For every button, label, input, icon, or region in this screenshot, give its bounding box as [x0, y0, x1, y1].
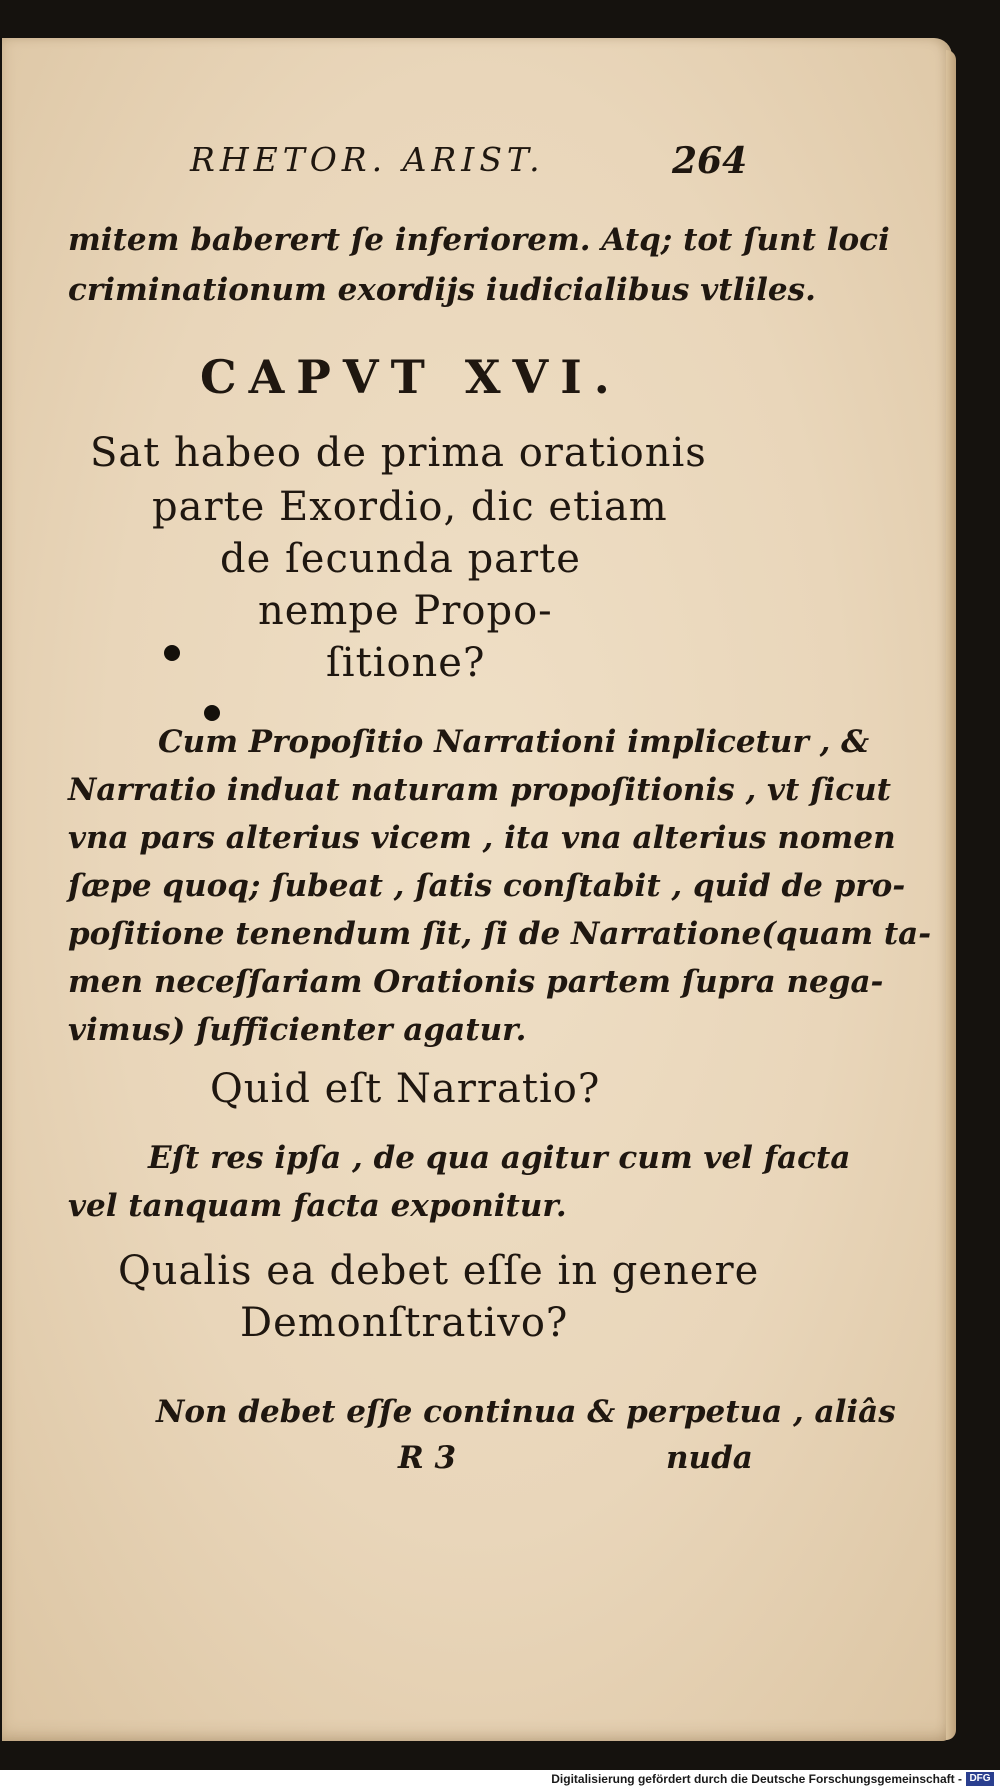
answer-line: Cum Propoſitio Narrationi implicetur , & [158, 724, 870, 760]
question-line: parte Exordio, dic etiam [152, 484, 668, 530]
question-line: Sat habeo de prima orationis [90, 430, 707, 476]
page-number: 264 [672, 140, 748, 182]
answer-line: ſæpe quoq; ſubeat , ſatis conſtabit , quid de pro- [68, 868, 906, 904]
dfg-logo: DFG [966, 1772, 994, 1786]
catchword: nuda [666, 1440, 753, 1476]
body-line: mitem baberert ſe inferiorem. Atq; tot ſunt loci [68, 222, 890, 258]
answer-line: poſitione tenendum ſit, ſi de Narratione(quam ta- [68, 916, 932, 952]
answer-line: men neceſſariam Orationis partem ſupra nega- [68, 964, 884, 1000]
ink-dot [164, 645, 180, 661]
question-line: de ſecunda parte [220, 536, 581, 582]
answer-line: Eſt res ipſa , de qua agitur cum vel facta [148, 1140, 851, 1176]
body-line: criminationum exordijs iudicialibus vtliles. [68, 272, 816, 308]
question-line: Demonſtrativo? [240, 1300, 569, 1346]
question-line: nempe Propo- [258, 588, 553, 634]
question-line: Qualis ea debet eſſe in genere [118, 1248, 760, 1294]
chapter-heading: CAPVT XVI. [200, 350, 622, 404]
question-line: Quid eſt Narratio? [210, 1066, 601, 1112]
digitization-credit: Digitalisierung gefördert durch die Deutsche Forschungsgemeinschaft - [551, 1772, 962, 1786]
answer-line: vna pars alterius vicem , ita vna alterius nomen [68, 820, 896, 856]
page-edge [946, 50, 956, 1740]
ink-dot [204, 705, 220, 721]
question-line: ſitione? [326, 640, 486, 686]
answer-line: Non debet eſſe continua & perpetua , aliâs [156, 1394, 896, 1430]
answer-line: Narratio induat naturam propoſitionis , vt ſicut [68, 772, 891, 808]
running-title: RHETOR. ARIST. [190, 140, 545, 179]
answer-line: vimus) ſufficienter agatur. [68, 1012, 527, 1048]
signature-mark: R 3 [398, 1440, 457, 1476]
answer-line: vel tanquam facta exponitur. [68, 1188, 567, 1224]
